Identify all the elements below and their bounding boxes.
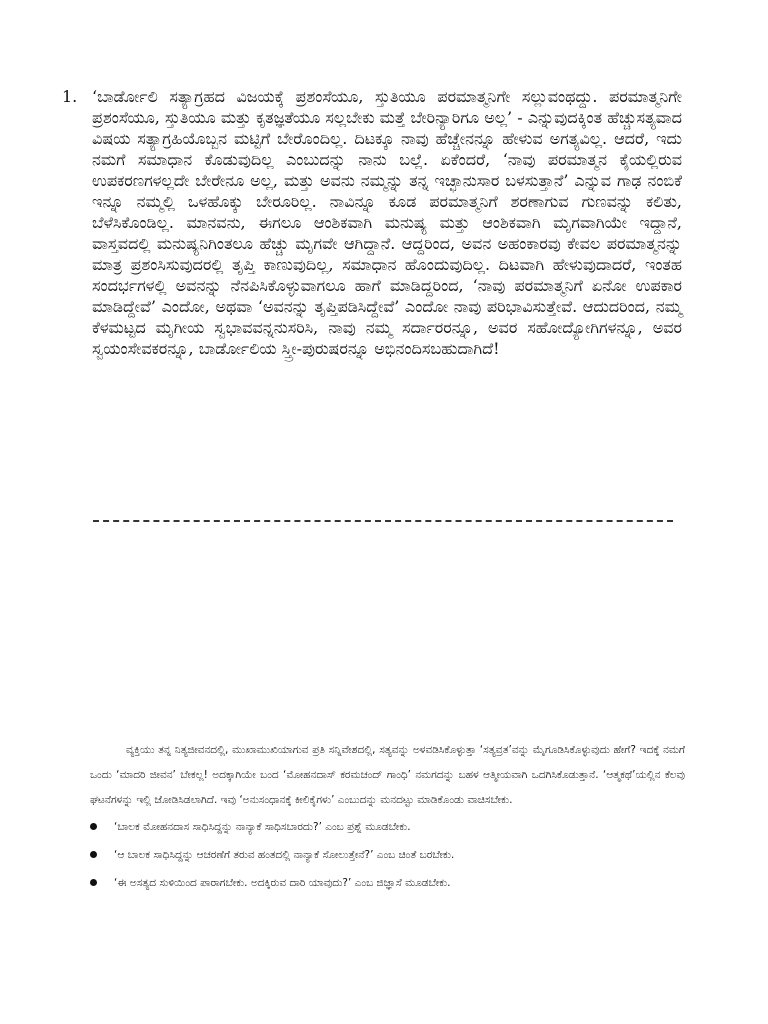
bullet-icon [90,879,97,886]
bullet-icon [90,823,97,830]
item-number: 1. [62,87,78,106]
dashed-divider [93,520,673,522]
list-item [90,869,685,897]
list-item-text: ‘ಆ ಬಾಲಕ ಸಾಧಿಸಿದ್ದನ್ನು ಆಚರಣೆಗೆ ತರುವ ಹಂತದಲ್ಲಿ ನಾನ್ಯಾಕೆ ಸೋಲುತ್ತೇನೆ?’ ಎಂಬ ಚಿಂತೆ ಬರಬೇಕು. [114,849,455,861]
note-paragraph: ವ್ಯಕ್ತಿಯು ತನ್ನ ನಿತ್ಯಜೀವನದಲ್ಲಿ, ಮುಖಾಮುಖಿಯಾಗುವ ಪ್ರತಿ ಸನ್ನಿವೇಶದಲ್ಲಿ, ಸತ್ಯವನ್ನು ಅಳವಡಿಸಿಕೊಳ್ಳುತ್ತಾ ‘ಸತ್ಯವ್ರತ’ವನ್ನು ಮೈಗೂಡಿಸಿಕೊಳ್ಳುವುದು ಹೇಗೆ? ಇದಕ್ಕೆ ನಮಗೆ ಒಂದು ‘ಮಾದರಿ ಜೀವನ’ ಬೇಕಲ್ಲ! ಅದಕ್ಕಾಗಿಯೇ ಬಂದ ‘ಮೋಹನದಾಸ್ ಕರಮಚಂದ್ ಗಾಂಧಿ’ ನಮಗದನ್ನು ಬಹಳ ಆತ್ಮೀಯವಾಗಿ ಒದಗಿಸಿಕೊಡುತ್ತಾನೆ. ‘ಆತ್ಮಕಥೆ’ಯಲ್ಲಿನ ಕೆಲವು ಘಟನೆಗಳನ್ನು ಇಲ್ಲಿ ಜೋಡಿಸಿಡಲಾಗಿದೆ. ಇವು ‘ಅನುಸಂಧಾನಕ್ಕೆ ಕೀಲಿಕೈಗಳು’ ಎಂಬುದನ್ನು ಮನದಟ್ಟು ಮಾಡಿಕೊಂಡು ವಾಚಿಸಬೇಕು. [90,744,685,806]
list-item [90,841,685,869]
list-item-text: ‘ಈ ಅಸತ್ಯದ ಸುಳಿಯಿಂದ ಪಾರಾಗಬೇಕು. ಅದಕ್ಕಿರುವ ದಾರಿ ಯಾವುದು?’ ಎಂಬ ಜಿಜ್ಞಾಸೆ ಮೂಡಬೇಕು. [114,877,451,889]
bullet-icon [90,851,97,858]
quote-paragraph: ‘ಬಾರ್ಡೋಲಿ ಸತ್ಯಾಗ್ರಹದ ವಿಜಯಕ್ಕೆ ಪ್ರಶಂಸೆಯೂ, ಸ್ತುತಿಯೂ ಪರಮಾತ್ಮನಿಗೇ ಸಲ್ಲುವಂಥದ್ದು. ಪರಮಾತ್ಮನಿಗೇ ಪ್ರಶಂಸೆಯೂ, ಸ್ತುತಿಯೂ ಮತ್ತು ಕೃತಜ್ಞತೆಯೂ ಸಲ್ಲಬೇಕು ಮತ್ತೆ ಬೇರಿನ್ಯಾರಿಗೂ ಅಲ್ಲ’ - ಎನ್ನುವುದಕ್ಕಿಂತ ಹೆಚ್ಚುಸತ್ಯವಾದ ವಿಷಯ ಸತ್ಯಾಗ್ರಹಿಯೊಬ್ಬನ ಮಟ್ಟಿಗೆ ಬೇರೊಂದಿಲ್ಲ. ದಿಟಕ್ಕೂ ನಾವು ಹೆಚ್ಚೇನನ್ನೂ ಹೇಳುವ ಅಗತ್ಯವಿಲ್ಲ. ಆದರೆ, ಇದು ನಮಗೆ ಸಮಾಧಾನ ಕೊಡುವುದಿಲ್ಲ ಎಂಬುದನ್ನು ನಾನು ಬಲ್ಲೆ. ಏಕೆಂದರೆ, ‘ನಾವು ಪರಮಾತ್ಮನ ಕೈಯಲ್ಲಿರುವ ಉಪಕರಣಗಳಲ್ಲದೇ ಬೇರೇನೂ ಅಲ್ಲ, ಮತ್ತು ಅವನು ನಮ್ಮನ್ನು ತನ್ನ ಇಚ್ಛಾನುಸಾರ ಬಳಸುತ್ತಾನೆ’ ಎನ್ನುವ ಗಾಢ ನಂಬಿಕೆ ಇನ್ನೂ ನಮ್ಮಲ್ಲಿ ಒಳಹೊಕ್ಕು ಬೇರೂರಿಲ್ಲ. ನಾವಿನ್ನೂ ಕೂಡ ಪರಮಾತ್ಮನಿಗೆ ಶರಣಾಗುವ ಗುಣವನ್ನು ಕಲಿತು, ಬೆಳೆಸಿಕೊಂಡಿಲ್ಲ. ಮಾನವನು, ಈಗಲೂ ಆಂಶಿಕವಾಗಿ ಮನುಷ್ಯ ಮತ್ತು ಆಂಶಿಕವಾಗಿ ಮೃಗವಾಗಿಯೇ ಇದ್ದಾನೆ, ವಾಸ್ತವದಲ್ಲಿ ಮನುಷ್ಯನಿಗಿಂತಲೂ ಹೆಚ್ಚು ಮೃಗವೇ ಆಗಿದ್ದಾನೆ. ಆದ್ದರಿಂದ, ಅವನ ಅಹಂಕಾರವು ಕೇವಲ ಪರಮಾತ್ಮನನ್ನು ಮಾತ್ರ ಪ್ರಶಂಸಿಸುವುದರಲ್ಲಿ ತೃಪ್ತಿ ಕಾಣುವುದಿಲ್ಲ, ಸಮಾಧಾನ ಹೊಂದುವುದಿಲ್ಲ. ದಿಟವಾಗಿ ಹೇಳುವುದಾದರೆ, ಇಂತಹ ಸಂದರ್ಭಗಳಲ್ಲಿ ಅವನನ್ನು ನೆನಪಿಸಿಕೊಳ್ಳುವಾಗಲೂ ಹಾಗೆ ಮಾಡಿದ್ದರಿಂದ, ‘ನಾವು ಪರಮಾತ್ಮನಿಗೆ ಏನೋ ಉಪಕಾರ ಮಾಡಿದ್ದೇವೆ’ ಎಂದೋ, ಅಥವಾ ‘ಅವನನ್ನು ತೃಪ್ತಿಪಡಿಸಿದ್ದೇವೆ’ ಎಂದೋ ನಾವು ಪರಿಭಾವಿಸುತ್ತೇವೆ. ಆದುದರಿಂದ, ನಮ್ಮ ಕೆಳಮಟ್ಟದ ಮೃಗೀಯ ಸ್ವಭಾವವನ್ನನುಸರಿಸಿ, ನಾವು ನಮ್ಮ ಸರ್ದಾರರನ್ನೂ, ಅವರ ಸಹೋದ್ಯೋಗಿಗಳನ್ನೂ, ಅವರ ಸ್ವಯಂಸೇವಕರನ್ನೂ, ಬಾರ್ಡೋಲಿಯ ಸ್ತ್ರೀ-ಪುರುಷರನ್ನೂ ಅಭಿನಂದಿಸಬಹುದಾಗಿದೆ! [92,87,682,358]
quote-item [62,86,682,359]
list-item-text: ‘ಬಾಲಕ ಮೋಹನದಾಸ ಸಾಧಿಸಿದ್ದನ್ನು ನಾನ್ಯಾಕೆ ಸಾಧಿಸಬಾರದು?’ ಎಂಬ ಪ್ರಶ್ನೆ ಮೂಡಬೇಕು. [114,821,411,833]
reading-note [90,738,685,897]
list-item [90,813,685,841]
reflection-list [90,813,685,897]
